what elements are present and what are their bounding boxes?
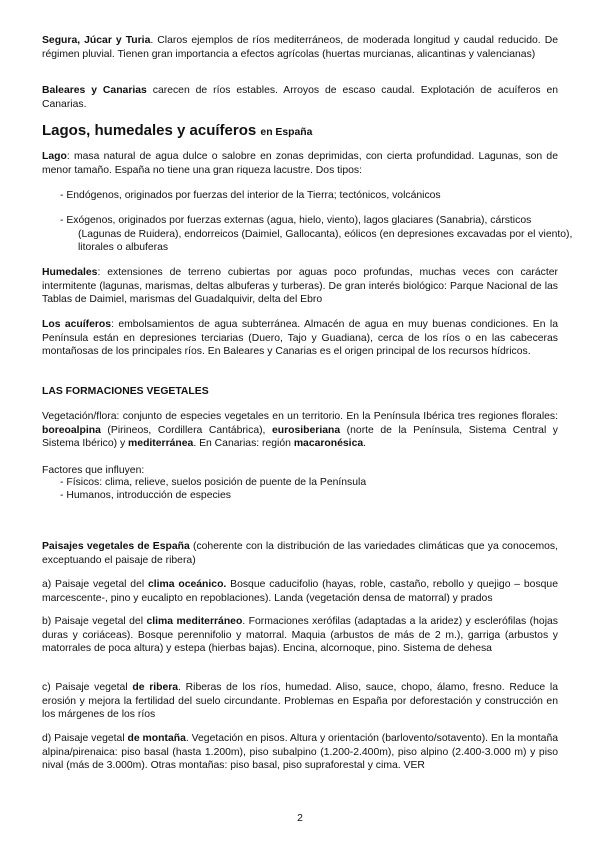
vegetation-intro-paragraph: Vegetación/flora: conjunto de especies vegetales en un territorio. En la Península Ibérica tres regiones florales: boreoalpina (Pirineos, Cordillera Cantábrica), eurosiberiana (norte de la Península, Sistema Central y Sistema Ibérico) y mediterránea. En Canarias: región macaronésica. — [42, 411, 558, 450]
lake-type-item: - Exógenos, originados por fuerzas externas (agua, hielo, viento), lagos glaciares (Sanabria), cársticos (Lagunas de Ruidera), endorreicos (Daimiel, Gallocanta), eólicos (en depresiones excavadas por el viento), litorales o albuferas — [60, 215, 573, 254]
factores-title: Factores que influyen: — [42, 465, 145, 476]
lago-paragraph: Lago: masa natural de agua dulce o salobre en zonas deprimidas, con cierta profundidad. Lagunas, son de menor tamaño. España no tiene una gran riqueza lacustre. Dos tipos: — [42, 151, 558, 176]
lake-type-item: - Endógenos, originados por fuerzas del interior de la Tierra; tectónicos, volcánicos — [60, 190, 441, 201]
paisaje-oceanico-paragraph: a) Paisaje vegetal del clima oceánico. Bosque caducifolio (hayas, roble, castaño, rebollo y quejigo – bosque marcescente-, pino y eucalipto en repoblaciones). Landa (vegetación densa de matorral) y prados — [42, 579, 558, 604]
rivers-mediterranean-paragraph: Segura, Júcar y Turia. Claros ejemplos de ríos mediterráneos, de moderada longitud y caudal reducido. De régimen pluvial. Tienen gran importancia a efectos agrícolas (huertas murcianas, alicantinas y valencianas) — [42, 35, 559, 60]
vegetation-section-heading: LAS FORMACIONES VEGETALES — [42, 386, 209, 397]
acuiferos-paragraph: Los acuíferos: embolsamientos de agua subterránea. Almacén de agua en muy buenas condiciones. En la Península están en depresiones terciarias (Duero, Tajo y Guadiana), cerca de los ríos o en las cabeceras montañosas de los principales ríos. En Baleares y Canarias es el origen principal de los recursos hídricos. — [42, 319, 558, 358]
paisajes-paragraph: Paisajes vegetales de España (coherente con la distribución de las variedades climáticas que ya conocemos, exceptuando el paisaje de ribera) — [42, 541, 558, 566]
page-number: 2 — [297, 813, 303, 824]
factor-item: - Humanos, introducción de especies — [60, 490, 231, 501]
humedales-paragraph: Humedales: extensiones de terreno cubiertas por aguas poco profundas, muchas veces con carácter intermitente (lagunas, marismas, deltas albuferas y turberas). De gran interés biológico: Parque Nacional de las Tablas de Daimiel, marismas del Guadalquivir, delta del Ebro — [42, 267, 558, 306]
paisaje-ribera-paragraph: c) Paisaje vegetal de ribera. Riberas de los ríos, humedad. Aliso, sauce, chopo, álamo, fresno. Reduce la erosión y mejora la fertilidad del suelo circundante. Problemas en España por deforestación y construcción en los márgenes de los ríos — [42, 682, 558, 721]
islands-rivers-paragraph: Baleares y Canarias carecen de ríos estables. Arroyos de escaso caudal. Explotación de acuíferos en Canarias. — [42, 85, 559, 110]
paisaje-mediterraneo-paragraph: b) Paisaje vegetal del clima mediterráneo. Formaciones xerófilas (adaptadas a la aridez) y esclerófilas (hojas duras y coriáceas). Bosque perennifolio y matorral. Maquia (arbustos de más de 2 m.), garriga (arbustos y matorrales de poca altura) y estepa (hierbas bajas). Encina, alcornoque, pino. Sistema de dehesa — [42, 616, 558, 655]
paisaje-montana-paragraph: d) Paisaje vegetal de montaña. Vegetación en pisos. Altura y orientación (barlovento/sotavento). En la montaña alpina/pirenaica: piso basal (hasta 1.200m), piso subalpino (1.200-2.400m), piso alpino (2.400-3.000 m) y piso nival (más de 3.000m). Otras montañas: piso basal, piso supraforestal y cima. VER — [42, 733, 558, 772]
factor-item: - Físicos: clima, relieve, suelos posición de puente de la Península — [60, 477, 367, 488]
lakes-section-heading: Lagos, humedales y acuíferos en España — [42, 122, 313, 139]
